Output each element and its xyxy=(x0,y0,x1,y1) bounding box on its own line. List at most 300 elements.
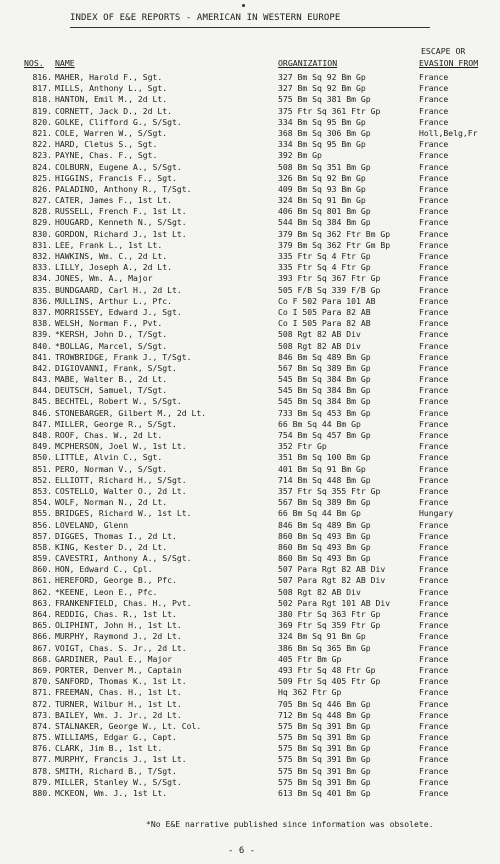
row-name: *BOLLAG, Marcel, S/Sgt. xyxy=(55,340,168,351)
row-number: 860. xyxy=(32,564,52,575)
row-escape-from: France xyxy=(419,105,449,116)
row-number: 872. xyxy=(32,698,52,709)
table-row xyxy=(0,419,500,430)
row-name: WILLIAMS, Edgar G., Capt. xyxy=(55,732,177,743)
row-number: 855. xyxy=(32,508,52,519)
row-number: 818. xyxy=(32,94,52,105)
row-number: 858. xyxy=(32,541,52,552)
row-name: *KERSH, John D., T/Sgt. xyxy=(55,329,168,340)
row-number: 866. xyxy=(32,631,52,642)
table-row xyxy=(0,520,500,531)
row-organization: 392 Bm Gp xyxy=(278,150,322,161)
row-organization: 393 Ftr Sq 367 Ftr Gp xyxy=(278,273,381,284)
row-organization: 368 Bm Sq 306 Bm Gp xyxy=(278,127,371,138)
row-number: 824. xyxy=(32,161,52,172)
row-organization: 544 Bm Sq 384 Bm Gp xyxy=(278,217,371,228)
row-escape-from: France xyxy=(419,430,449,440)
row-number: 829. xyxy=(32,217,52,228)
row-name: MAHER, Harold F., Sgt. xyxy=(55,72,163,82)
table-row xyxy=(0,195,500,206)
table-row xyxy=(0,139,500,150)
table-row xyxy=(0,654,500,665)
row-escape-from: France xyxy=(419,161,449,172)
row-name: GOLKE, Clifford G., S/Sgt. xyxy=(55,116,182,127)
table-row xyxy=(0,531,500,542)
row-organization: 507 Para Rgt 82 AB Div xyxy=(278,564,386,575)
table-row xyxy=(0,184,500,195)
table-row xyxy=(0,665,500,676)
row-name: COLE, Warren W., S/Sgt. xyxy=(55,127,168,138)
row-organization: 493 Ftr Sq 48 Ftr Gp xyxy=(278,664,376,675)
row-number: 847. xyxy=(32,418,52,429)
row-escape-from: France xyxy=(419,463,449,474)
table-row xyxy=(0,721,500,732)
table-row xyxy=(0,329,500,340)
row-escape-from: Hungary xyxy=(419,508,454,519)
row-name: DIGGES, Thomas I., 2d Lt. xyxy=(55,530,177,541)
table-row xyxy=(0,564,500,575)
row-organization: 860 Bm Sq 493 Bm Gp xyxy=(278,541,371,552)
table-row xyxy=(0,699,500,710)
table-row xyxy=(0,273,500,284)
row-name: LOVELAND, Glenn xyxy=(55,519,129,530)
row-escape-from: France xyxy=(419,788,449,798)
row-escape-from: France xyxy=(419,709,449,720)
row-number: 843. xyxy=(32,374,52,385)
row-number: 849. xyxy=(32,441,52,452)
row-organization: 508 Rgt 82 AB Div xyxy=(278,340,361,351)
table-row xyxy=(0,307,500,318)
table-row xyxy=(0,341,500,352)
header-name: NAME xyxy=(55,58,75,68)
row-escape-from: France xyxy=(419,284,449,295)
row-organization: 714 Bm Sq 448 Bm Gp xyxy=(278,474,371,485)
row-organization: 406 Bm Sq 801 Bm Gp xyxy=(278,206,371,217)
row-organization: 508 Rgt 82 AB Div xyxy=(278,329,361,340)
table-row xyxy=(0,106,500,117)
row-name: PAYNE, Chas. F., Sgt. xyxy=(55,150,158,161)
row-escape-from: France xyxy=(419,664,449,675)
row-escape-from: France xyxy=(419,530,449,541)
table-row xyxy=(0,553,500,564)
row-organization: 405 Ftr Bm Gp xyxy=(278,653,342,664)
row-organization: 846 Bm Sq 489 Bm Gp xyxy=(278,519,371,530)
row-escape-from: France xyxy=(419,452,449,463)
table-row xyxy=(0,72,500,83)
row-name: HOUGARD, Kenneth N., S/Sgt. xyxy=(55,217,187,228)
row-escape-from: France xyxy=(419,575,449,586)
row-name: STALNAKER, George W., Lt. Col. xyxy=(55,720,202,731)
row-escape-from: France xyxy=(419,609,449,619)
row-number: 823. xyxy=(32,150,52,161)
table-row xyxy=(0,777,500,788)
row-name: CORNETT, Jack D., 2d Lt. xyxy=(55,105,172,116)
table-row xyxy=(0,508,500,519)
row-name: HEREFORD, George B., Pfc. xyxy=(55,575,177,586)
row-number: 856. xyxy=(32,519,52,530)
row-organization: 324 Bm Sq 91 Bm Gp xyxy=(278,631,366,642)
row-escape-from: France xyxy=(419,418,449,429)
row-name: HIGGINS, Francis F., Sgt. xyxy=(55,172,177,183)
row-escape-from: France xyxy=(419,139,449,150)
row-escape-from: France xyxy=(419,474,449,485)
table-row xyxy=(0,609,500,620)
row-number: 857. xyxy=(32,530,52,541)
row-escape-from: France xyxy=(419,553,449,564)
table-row xyxy=(0,732,500,743)
row-organization: 380 Ftr Sq 363 Ftr Gp xyxy=(278,609,381,619)
row-name: LITTLE, Alvin C., Sgt. xyxy=(55,452,163,463)
table-row xyxy=(0,229,500,240)
row-escape-from: France xyxy=(419,642,449,653)
row-number: 848. xyxy=(32,430,52,440)
row-organization: 545 Bm Sq 384 Bm Gp xyxy=(278,396,371,407)
row-organization: 860 Bm Sq 493 Bm Gp xyxy=(278,553,371,564)
row-name: WELSH, Norman F., Pvt. xyxy=(55,318,163,329)
table-row xyxy=(0,385,500,396)
footnote: *No E&E narrative published since information was obsolete. xyxy=(146,819,434,829)
row-escape-from: France xyxy=(419,251,449,261)
row-number: 841. xyxy=(32,351,52,362)
row-number: 868. xyxy=(32,653,52,664)
table-row xyxy=(0,676,500,687)
row-escape-from: France xyxy=(419,374,449,385)
row-escape-from: France xyxy=(419,586,449,597)
row-name: SANFORD, Thomas K., 1st Lt. xyxy=(55,676,187,687)
row-organization: Co F 502 Para 101 AB xyxy=(278,295,376,306)
row-name: MURPHY, Raymond J., 2d Lt. xyxy=(55,631,182,642)
row-organization: 375 Ftr Sq 361 Ftr Gp xyxy=(278,105,381,116)
row-escape-from: France xyxy=(419,776,449,787)
row-organization: 575 Bm Sq 391 Bm Gp xyxy=(278,732,371,743)
row-number: 838. xyxy=(32,318,52,329)
row-name: BECHTEL, Robert W., S/Sgt. xyxy=(55,396,182,407)
row-number: 864. xyxy=(32,609,52,619)
table-row xyxy=(0,83,500,94)
row-escape-from: France xyxy=(419,273,449,284)
table-row xyxy=(0,766,500,777)
row-number: 830. xyxy=(32,228,52,239)
row-number: 865. xyxy=(32,620,52,631)
row-number: 844. xyxy=(32,385,52,396)
row-name: LILLY, Joseph A., 2d Lt. xyxy=(55,262,172,273)
row-escape-from: France xyxy=(419,340,449,351)
row-organization: 327 Bm Sq 92 Bm Gp xyxy=(278,72,366,82)
table-row xyxy=(0,128,500,139)
row-name: CLARK, Jim B., 1st Lt. xyxy=(55,743,163,754)
row-escape-from: France xyxy=(419,351,449,362)
row-number: 816. xyxy=(32,72,52,82)
row-name: RUSSELL, French F., 1st Lt. xyxy=(55,206,187,217)
table-row xyxy=(0,754,500,765)
table-row xyxy=(0,486,500,497)
row-organization: 357 Ftr Sq 355 Ftr Gp xyxy=(278,485,381,496)
row-organization: Hq 362 Ftr Gp xyxy=(278,687,342,698)
row-organization: 327 Bm Sq 92 Bm Gp xyxy=(278,83,366,94)
row-organization: 846 Bm Sq 489 Bm Gp xyxy=(278,351,371,362)
row-organization: 509 Ftr Sq 405 Ftr Gp xyxy=(278,676,381,687)
row-name: STONEBARGER, Gilbert M., 2d Lt. xyxy=(55,407,207,418)
table-row xyxy=(0,464,500,475)
row-organization: 545 Bm Sq 384 Bm Gp xyxy=(278,385,371,396)
row-organization: 326 Bm Sq 92 Bm Gp xyxy=(278,172,366,183)
table-row xyxy=(0,173,500,184)
row-escape-from: France xyxy=(419,183,449,194)
row-escape-from: France xyxy=(419,94,449,105)
table-row xyxy=(0,430,500,441)
row-organization: 575 Bm Sq 391 Bm Gp xyxy=(278,765,371,776)
row-number: 817. xyxy=(32,83,52,94)
row-number: 859. xyxy=(32,553,52,564)
row-organization: 334 Bm Sq 95 Bm Gp xyxy=(278,139,366,150)
row-escape-from: France xyxy=(419,485,449,496)
row-number: 821. xyxy=(32,127,52,138)
row-name: *KEENE, Leon E., Pfc. xyxy=(55,586,158,597)
row-name: MURPHY, Francis J., 1st Lt. xyxy=(55,754,187,765)
table-row xyxy=(0,788,500,799)
row-escape-from: France xyxy=(419,385,449,396)
row-organization: 567 Bm Sq 389 Bm Gp xyxy=(278,497,371,508)
row-escape-from: France xyxy=(419,441,449,452)
row-organization: 575 Bm Sq 381 Bm Gp xyxy=(278,94,371,105)
row-name: CAVESTRI, Anthony A., S/Sgt. xyxy=(55,553,192,564)
table-row xyxy=(0,408,500,419)
row-number: 878. xyxy=(32,765,52,776)
row-number: 854. xyxy=(32,497,52,508)
row-name: HARD, Cletus S., Sgt. xyxy=(55,139,158,150)
row-organization: 502 Para Rgt 101 AB Div xyxy=(278,597,391,608)
row-name: REDDIG, Chas. R., 1st Lt. xyxy=(55,609,177,619)
row-organization: 575 Bm Sq 391 Bm Gp xyxy=(278,776,371,787)
row-number: 879. xyxy=(32,776,52,787)
row-name: MCPHERSON, Joel W., 1st Lt. xyxy=(55,441,187,452)
row-name: OLIPHINT, John H., 1st Lt. xyxy=(55,620,182,631)
table-row xyxy=(0,475,500,486)
table-row xyxy=(0,217,500,228)
row-escape-from: France xyxy=(419,631,449,642)
row-escape-from: France xyxy=(419,172,449,183)
row-escape-from: France xyxy=(419,83,449,94)
row-number: 877. xyxy=(32,754,52,765)
row-name: MABE, Walter B., 2d Lt. xyxy=(55,374,168,385)
row-organization: 505 F/B Sq 339 F/B Gp xyxy=(278,284,381,295)
row-number: 861. xyxy=(32,575,52,586)
row-escape-from: France xyxy=(419,206,449,217)
row-escape-from: Holl,Belg,Fr xyxy=(419,127,478,138)
table-row xyxy=(0,587,500,598)
row-name: MCKEON, Wm. J., 1st Lt. xyxy=(55,788,168,798)
table-row xyxy=(0,352,500,363)
row-number: 875. xyxy=(32,732,52,743)
row-organization: 575 Bm Sq 391 Bm Gp xyxy=(278,743,371,754)
row-organization: 567 Bm Sq 389 Bm Gp xyxy=(278,362,371,373)
report-table xyxy=(0,72,500,799)
row-escape-from: France xyxy=(419,150,449,161)
row-escape-from: France xyxy=(419,195,449,206)
row-escape-from: France xyxy=(419,72,449,82)
row-number: 840. xyxy=(32,340,52,351)
row-escape-from: France xyxy=(419,329,449,340)
row-number: 845. xyxy=(32,396,52,407)
table-row xyxy=(0,296,500,307)
row-number: 853. xyxy=(32,485,52,496)
row-escape-from: France xyxy=(419,676,449,687)
row-number: 867. xyxy=(32,642,52,653)
row-escape-from: France xyxy=(419,362,449,373)
table-row xyxy=(0,363,500,374)
row-organization: 401 Bm Sq 91 Bm Gp xyxy=(278,463,366,474)
row-name: HON, Edward C., Cpl. xyxy=(55,564,153,575)
row-escape-from: France xyxy=(419,754,449,765)
row-organization: 575 Bm Sq 391 Bm Gp xyxy=(278,720,371,731)
row-escape-from: France xyxy=(419,295,449,306)
row-name: CATER, James F., 1st Lt. xyxy=(55,195,172,206)
row-organization: Co I 505 Para 82 AB xyxy=(278,318,371,329)
row-organization: 733 Bm Sq 453 Bm Gp xyxy=(278,407,371,418)
table-row xyxy=(0,452,500,463)
row-number: 863. xyxy=(32,597,52,608)
row-name: BRIDGES, Richard W., 1st Lt. xyxy=(55,508,192,519)
row-escape-from: France xyxy=(419,687,449,698)
row-number: 850. xyxy=(32,452,52,463)
row-organization: 545 Bm Sq 384 Bm Gp xyxy=(278,374,371,385)
row-name: DIGIOVANNI, Frank, S/Sgt. xyxy=(55,362,177,373)
row-organization: 613 Bm Sq 401 Bm Gp xyxy=(278,788,371,798)
row-escape-from: France xyxy=(419,396,449,407)
row-escape-from: France xyxy=(419,262,449,273)
row-organization: 379 Bm Sq 362 Ftr Gm Bp xyxy=(278,239,391,250)
row-organization: 66 Bm Sq 44 Bm Gp xyxy=(278,508,361,519)
row-number: 834. xyxy=(32,273,52,284)
header-escape-line1: ESCAPE OR xyxy=(421,46,466,56)
row-organization: 379 Bm Sq 362 Ftr Bm Gp xyxy=(278,228,391,239)
row-name: COLBURN, Eugene A., S/Sgt. xyxy=(55,161,182,172)
row-number: 842. xyxy=(32,362,52,373)
row-name: PORTER, Denver M., Captain xyxy=(55,664,182,675)
row-escape-from: France xyxy=(419,698,449,709)
row-number: 852. xyxy=(32,474,52,485)
row-number: 836. xyxy=(32,295,52,306)
row-number: 835. xyxy=(32,284,52,295)
row-escape-from: France xyxy=(419,228,449,239)
header-organization: ORGANIZATION xyxy=(278,58,338,68)
row-organization: 66 Bm Sq 44 Bm Gp xyxy=(278,418,361,429)
row-name: KING, Kester D., 2d Lt. xyxy=(55,541,168,552)
row-number: 874. xyxy=(32,720,52,731)
row-number: 873. xyxy=(32,709,52,720)
row-organization: 508 Bm Sq 351 Bm Gp xyxy=(278,161,371,172)
row-number: 831. xyxy=(32,239,52,250)
row-name: COSTELLO, Walter O., 2d Lt. xyxy=(55,485,187,496)
row-name: BAILEY, Wm. J. Jr., 2d Lt. xyxy=(55,709,182,720)
row-name: VOIGT, Chas. S. Jr., 2d Lt. xyxy=(55,642,187,653)
row-name: DEUTSCH, Samuel, T/Sgt. xyxy=(55,385,168,396)
row-organization: 335 Ftr Sq 4 Ftr Gp xyxy=(278,262,371,273)
table-row xyxy=(0,575,500,586)
row-escape-from: France xyxy=(419,732,449,743)
table-row xyxy=(0,743,500,754)
row-name: MILLER, Stanley W., S/Sgt. xyxy=(55,776,182,787)
row-name: MULLINS, Arthur L., Pfc. xyxy=(55,295,172,306)
table-row xyxy=(0,285,500,296)
row-name: GORDON, Richard J., 1st Lt. xyxy=(55,228,187,239)
row-organization: 507 Para Rgt 82 AB Div xyxy=(278,575,386,586)
row-number: 833. xyxy=(32,262,52,273)
row-escape-from: France xyxy=(419,720,449,731)
row-name: TROWBRIDGE, Frank J., T/Sgt. xyxy=(55,351,192,362)
row-name: HANTON, Emil M., 2d Lt. xyxy=(55,94,168,105)
row-number: 846. xyxy=(32,407,52,418)
row-name: MILLS, Anthony L., Sgt. xyxy=(55,83,168,94)
row-escape-from: France xyxy=(419,519,449,530)
row-escape-from: France xyxy=(419,306,449,317)
row-number: 827. xyxy=(32,195,52,206)
table-row xyxy=(0,598,500,609)
row-number: 819. xyxy=(32,105,52,116)
row-name: LEE, Frank L., 1st Lt. xyxy=(55,239,163,250)
row-name: PALADINO, Anthony R., T/Sgt. xyxy=(55,183,192,194)
row-number: 832. xyxy=(32,251,52,261)
row-name: PERO, Norman V., S/Sgt. xyxy=(55,463,168,474)
row-organization: 352 Ftr Gp xyxy=(278,441,327,452)
row-escape-from: France xyxy=(419,653,449,664)
row-number: 837. xyxy=(32,306,52,317)
row-number: 822. xyxy=(32,139,52,150)
row-escape-from: France xyxy=(419,497,449,508)
row-number: 870. xyxy=(32,676,52,687)
table-row xyxy=(0,620,500,631)
row-name: FRANKENFIELD, Chas. H., Pvt. xyxy=(55,597,192,608)
table-row xyxy=(0,162,500,173)
row-escape-from: France xyxy=(419,541,449,552)
table-row xyxy=(0,94,500,105)
row-escape-from: France xyxy=(419,318,449,329)
row-organization: 324 Bm Sq 91 Bm Gp xyxy=(278,195,366,206)
row-name: ELLIOTT, Richard H., S/Sgt. xyxy=(55,474,187,485)
row-name: ROOF, Chas. W., 2d Lt. xyxy=(55,430,163,440)
row-escape-from: France xyxy=(419,116,449,127)
table-row xyxy=(0,318,500,329)
row-escape-from: France xyxy=(419,564,449,575)
row-organization: 508 Rgt 82 AB Div xyxy=(278,586,361,597)
row-organization: 351 Bm Sq 100 Bm Gp xyxy=(278,452,371,463)
row-organization: 860 Bm Sq 493 Bm Gp xyxy=(278,530,371,541)
row-organization: 705 Bm Sq 446 Bm Gp xyxy=(278,698,371,709)
row-number: 839. xyxy=(32,329,52,340)
row-name: SMITH, Richard B., T/Sgt. xyxy=(55,765,177,776)
row-number: 826. xyxy=(32,183,52,194)
table-row xyxy=(0,150,500,161)
header-escape-line2: EVASION FROM xyxy=(419,58,479,68)
table-row xyxy=(0,251,500,262)
table-row xyxy=(0,497,500,508)
row-escape-from: France xyxy=(419,407,449,418)
row-escape-from: France xyxy=(419,217,449,228)
row-escape-from: France xyxy=(419,765,449,776)
row-name: BUNDGAARD, Carl H., 2d Lt. xyxy=(55,284,182,295)
row-number: 869. xyxy=(32,664,52,675)
row-organization: 369 Ftr Sq 359 Ftr Gp xyxy=(278,620,381,631)
punch-mark xyxy=(242,4,245,7)
row-name: JONES, Wm. A., Major xyxy=(55,273,153,284)
row-number: 825. xyxy=(32,172,52,183)
row-organization: 754 Bm Sq 457 Bm Gp xyxy=(278,430,371,440)
row-organization: 334 Bm Sq 95 Bm Gp xyxy=(278,116,366,127)
row-name: GARDINER, Paul E., Major xyxy=(55,653,172,664)
table-row xyxy=(0,542,500,553)
row-number: 820. xyxy=(32,116,52,127)
row-name: TURNER, Wilbur H., 1st Lt. xyxy=(55,698,182,709)
